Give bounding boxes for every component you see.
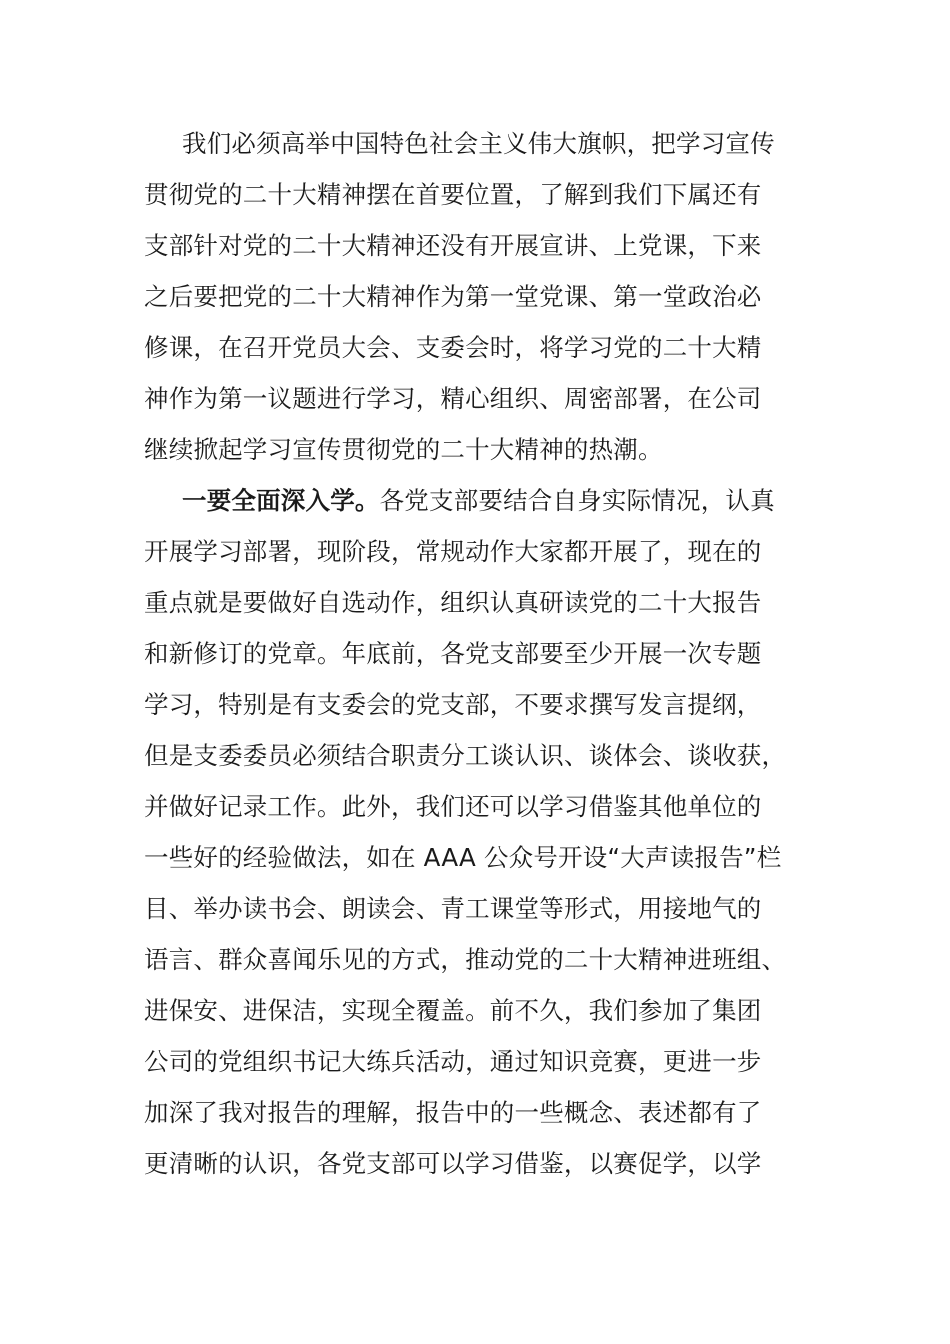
text-line: 进保安、进保洁，实现全覆盖。前不久，我们参加了集团 — [144, 996, 762, 1025]
text-line: 支部针对党的二十大精神还没有开展宣讲、上党课，下来 — [144, 231, 762, 260]
text-line: 神作为第一议题进行学习，精心组织、周密部署，在公司 — [144, 384, 762, 413]
paragraph-2 — [144, 475, 804, 1189]
text-line: 贯彻党的二十大精神摆在首要位置，了解到我们下属还有 — [144, 180, 762, 209]
document-body — [144, 118, 804, 1189]
paragraph-lead-rest: 各党支部要结合自身实际情况，认真 — [379, 486, 775, 515]
text-line: 语言、群众喜闻乐见的方式，推动党的二十大精神进班组、 — [144, 945, 787, 974]
text-line: 加深了我对报告的理解，报告中的一些概念、表述都有了 — [144, 1098, 762, 1127]
text-line: 一些好的经验做法，如在 AAA 公众号开设“大声读报告”栏 — [144, 843, 782, 872]
text-line: 重点就是要做好自选动作，组织认真研读党的二十大报告 — [144, 588, 762, 617]
text-line: 公司的党组织书记大练兵活动，通过知识竞赛，更进一步 — [144, 1047, 762, 1076]
text-line: 之后要把党的二十大精神作为第一堂党课、第一堂政治必 — [144, 282, 762, 311]
text-line: 目、举办读书会、朗读会、青工课堂等形式，用接地气的 — [144, 894, 762, 923]
text-line: 和新修订的党章。年底前，各党支部要至少开展一次专题 — [144, 639, 762, 668]
text-line: 我们必须高举中国特色社会主义伟大旗帜，把学习宣传 — [182, 129, 775, 158]
paragraph-1 — [144, 118, 804, 475]
text-line: 但是支委委员必须结合职责分工谈认识、谈体会、谈收获， — [144, 741, 787, 770]
text-line: 并做好记录工作。此外，我们还可以学习借鉴其他单位的 — [144, 792, 762, 821]
text-line — [144, 475, 804, 526]
text-line: 开展学习部署，现阶段，常规动作大家都开展了，现在的 — [144, 537, 762, 566]
text-line: 继续掀起学习宣传贯彻党的二十大精神的热潮。 — [144, 435, 663, 464]
paragraph-lead-heading: 一要全面深入学。 — [182, 486, 380, 515]
text-line: 学习，特别是有支委会的党支部，不要求撰写发言提纲， — [144, 690, 762, 719]
text-line: 更清晰的认识，各党支部可以学习借鉴，以赛促学，以学 — [144, 1149, 762, 1178]
text-line: 修课，在召开党员大会、支委会时，将学习党的二十大精 — [144, 333, 762, 362]
